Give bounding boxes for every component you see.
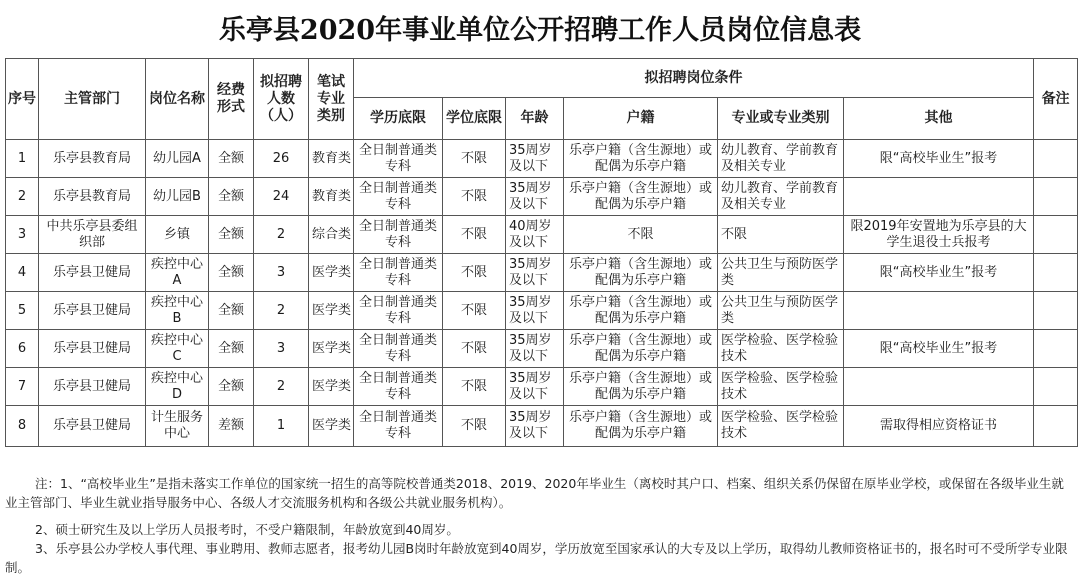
cell-dept: 乐亭县卫健局 [39, 406, 146, 447]
cell-count: 3 [254, 330, 309, 368]
table-row [6, 292, 1078, 330]
cell-position: 计生服务中心 [146, 406, 209, 447]
cell-degree: 不限 [443, 254, 506, 292]
cell-count: 1 [254, 406, 309, 447]
cell-dept: 乐亭县卫健局 [39, 292, 146, 330]
cell-count: 24 [254, 178, 309, 216]
cell-degree: 不限 [443, 330, 506, 368]
table-row [6, 330, 1078, 368]
cell-other [844, 178, 1034, 216]
table-row [6, 406, 1078, 447]
cell-other: 限“高校毕业生”报考 [844, 254, 1034, 292]
header-conditions-group: 拟招聘岗位条件 [354, 59, 1034, 98]
cell-funding: 全额 [209, 178, 254, 216]
cell-major: 幼儿教育、学前教育及相关专业 [718, 140, 844, 178]
cell-position: 疾控中心C [146, 330, 209, 368]
table-row [6, 368, 1078, 406]
cell-hukou: 乐亭户籍（含生源地）或配偶为乐亭户籍 [564, 140, 718, 178]
cell-seq: 4 [6, 254, 39, 292]
cell-age: 35周岁及以下 [506, 406, 564, 447]
table-row [6, 178, 1078, 216]
cell-other [844, 292, 1034, 330]
cell-funding: 全额 [209, 140, 254, 178]
cell-hukou: 乐亭户籍（含生源地）或配偶为乐亭户籍 [564, 254, 718, 292]
cell-degree: 不限 [443, 292, 506, 330]
cell-hukou: 乐亭户籍（含生源地）或配偶为乐亭户籍 [564, 368, 718, 406]
cell-seq: 6 [6, 330, 39, 368]
cell-degree: 不限 [443, 368, 506, 406]
cell-degree: 不限 [443, 140, 506, 178]
header-education: 学历底限 [354, 98, 443, 140]
header-position: 岗位名称 [146, 59, 209, 140]
cell-funding: 全额 [209, 330, 254, 368]
cell-major: 不限 [718, 216, 844, 254]
notes-section [5, 474, 1075, 577]
cell-position: 幼儿园B [146, 178, 209, 216]
cell-position: 疾控中心A [146, 254, 209, 292]
cell-age: 35周岁及以下 [506, 178, 564, 216]
header-exam-category: 笔试专业类别 [309, 59, 354, 140]
cell-other [844, 368, 1034, 406]
cell-major: 幼儿教育、学前教育及相关专业 [718, 178, 844, 216]
cell-remark [1034, 216, 1078, 254]
cell-dept: 乐亭县卫健局 [39, 254, 146, 292]
cell-count: 2 [254, 292, 309, 330]
cell-other: 限“高校毕业生”报考 [844, 140, 1034, 178]
cell-degree: 不限 [443, 178, 506, 216]
cell-education: 全日制普通类专科 [354, 292, 443, 330]
cell-education: 全日制普通类专科 [354, 254, 443, 292]
cell-seq: 2 [6, 178, 39, 216]
cell-remark [1034, 330, 1078, 368]
cell-hukou: 乐亭户籍（含生源地）或配偶为乐亭户籍 [564, 292, 718, 330]
cell-exam-category: 医学类 [309, 406, 354, 447]
cell-degree: 不限 [443, 406, 506, 447]
cell-major: 公共卫生与预防医学类 [718, 254, 844, 292]
cell-education: 全日制普通类专科 [354, 330, 443, 368]
cell-exam-category: 教育类 [309, 178, 354, 216]
document-title: 乐亭县2020年事业单位公开招聘工作人员岗位信息表 [218, 15, 862, 46]
cell-major: 公共卫生与预防医学类 [718, 292, 844, 330]
cell-exam-category: 医学类 [309, 292, 354, 330]
header-major: 专业或专业类别 [718, 98, 844, 140]
positions-table [5, 58, 1078, 447]
cell-funding: 全额 [209, 216, 254, 254]
cell-education: 全日制普通类专科 [354, 140, 443, 178]
cell-position: 幼儿园A [146, 140, 209, 178]
note-1: 注：1、“高校毕业生”是指未落实工作单位的国家统一招生的高等院校普通类2018、2019、2020年毕业生（离校时其户口、档案、组织关系仍保留在原毕业学校，或保留在各级毕业生就业主管部门、毕业生就业指导服务中心、各级人才交流服务机构和各级公共就业服务机构）。 [5, 476, 1064, 510]
table-body [6, 140, 1078, 447]
cell-remark [1034, 178, 1078, 216]
cell-exam-category: 医学类 [309, 368, 354, 406]
cell-count: 26 [254, 140, 309, 178]
cell-hukou: 乐亭户籍（含生源地）或配偶为乐亭户籍 [564, 330, 718, 368]
cell-other: 限“高校毕业生”报考 [844, 330, 1034, 368]
cell-funding: 全额 [209, 254, 254, 292]
cell-degree: 不限 [443, 216, 506, 254]
cell-exam-category: 医学类 [309, 330, 354, 368]
cell-major: 医学检验、医学检验技术 [718, 406, 844, 447]
cell-count: 2 [254, 216, 309, 254]
cell-position: 疾控中心D [146, 368, 209, 406]
header-count: 拟招聘人数（人） [254, 59, 309, 140]
cell-remark [1034, 368, 1078, 406]
table-row [6, 216, 1078, 254]
header-age: 年龄 [506, 98, 564, 140]
cell-education: 全日制普通类专科 [354, 406, 443, 447]
note-2: 2、硕士研究生及以上学历人员报考时，不受户籍限制，年龄放宽到40周岁。 [35, 522, 459, 537]
cell-hukou: 乐亭户籍（含生源地）或配偶为乐亭户籍 [564, 406, 718, 447]
cell-seq: 7 [6, 368, 39, 406]
header-hukou: 户籍 [564, 98, 718, 140]
cell-funding: 全额 [209, 292, 254, 330]
header-seq: 序号 [6, 59, 39, 140]
note-3: 3、乐亭县公办学校人事代理、事业聘用、教师志愿者，报考幼儿园B岗时年龄放宽到40周岁，学历放宽至国家承认的大专及以上学历，取得幼儿教师资格证书的，报名时可不受所学专业限制。 [5, 541, 1068, 575]
cell-funding: 差额 [209, 406, 254, 447]
table-row [6, 254, 1078, 292]
header-funding: 经费形式 [209, 59, 254, 140]
header-other: 其他 [844, 98, 1034, 140]
cell-other: 限2019年安置地为乐亭县的大学生退役士兵报考 [844, 216, 1034, 254]
cell-remark [1034, 292, 1078, 330]
cell-hukou: 不限 [564, 216, 718, 254]
cell-seq: 8 [6, 406, 39, 447]
cell-age: 35周岁及以下 [506, 368, 564, 406]
cell-funding: 全额 [209, 368, 254, 406]
cell-dept: 中共乐亭县委组织部 [39, 216, 146, 254]
cell-education: 全日制普通类专科 [354, 216, 443, 254]
cell-other: 需取得相应资格证书 [844, 406, 1034, 447]
cell-dept: 乐亭县卫健局 [39, 330, 146, 368]
header-degree: 学位底限 [443, 98, 506, 140]
header-remark: 备注 [1034, 59, 1078, 140]
cell-exam-category: 综合类 [309, 216, 354, 254]
cell-seq: 1 [6, 140, 39, 178]
cell-count: 3 [254, 254, 309, 292]
cell-dept: 乐亭县教育局 [39, 140, 146, 178]
cell-seq: 5 [6, 292, 39, 330]
cell-remark [1034, 406, 1078, 447]
cell-hukou: 乐亭户籍（含生源地）或配偶为乐亭户籍 [564, 178, 718, 216]
cell-education: 全日制普通类专科 [354, 178, 443, 216]
header-dept: 主管部门 [39, 59, 146, 140]
cell-seq: 3 [6, 216, 39, 254]
cell-exam-category: 医学类 [309, 254, 354, 292]
cell-remark [1034, 140, 1078, 178]
cell-major: 医学检验、医学检验技术 [718, 330, 844, 368]
cell-age: 35周岁及以下 [506, 254, 564, 292]
cell-count: 2 [254, 368, 309, 406]
cell-position: 疾控中心B [146, 292, 209, 330]
cell-remark [1034, 254, 1078, 292]
table-row [6, 140, 1078, 178]
cell-dept: 乐亭县卫健局 [39, 368, 146, 406]
cell-major: 医学检验、医学检验技术 [718, 368, 844, 406]
cell-position: 乡镇 [146, 216, 209, 254]
cell-age: 35周岁及以下 [506, 330, 564, 368]
cell-education: 全日制普通类专科 [354, 368, 443, 406]
cell-age: 40周岁及以下 [506, 216, 564, 254]
cell-age: 35周岁及以下 [506, 292, 564, 330]
cell-dept: 乐亭县教育局 [39, 178, 146, 216]
cell-age: 35周岁及以下 [506, 140, 564, 178]
cell-exam-category: 教育类 [309, 140, 354, 178]
